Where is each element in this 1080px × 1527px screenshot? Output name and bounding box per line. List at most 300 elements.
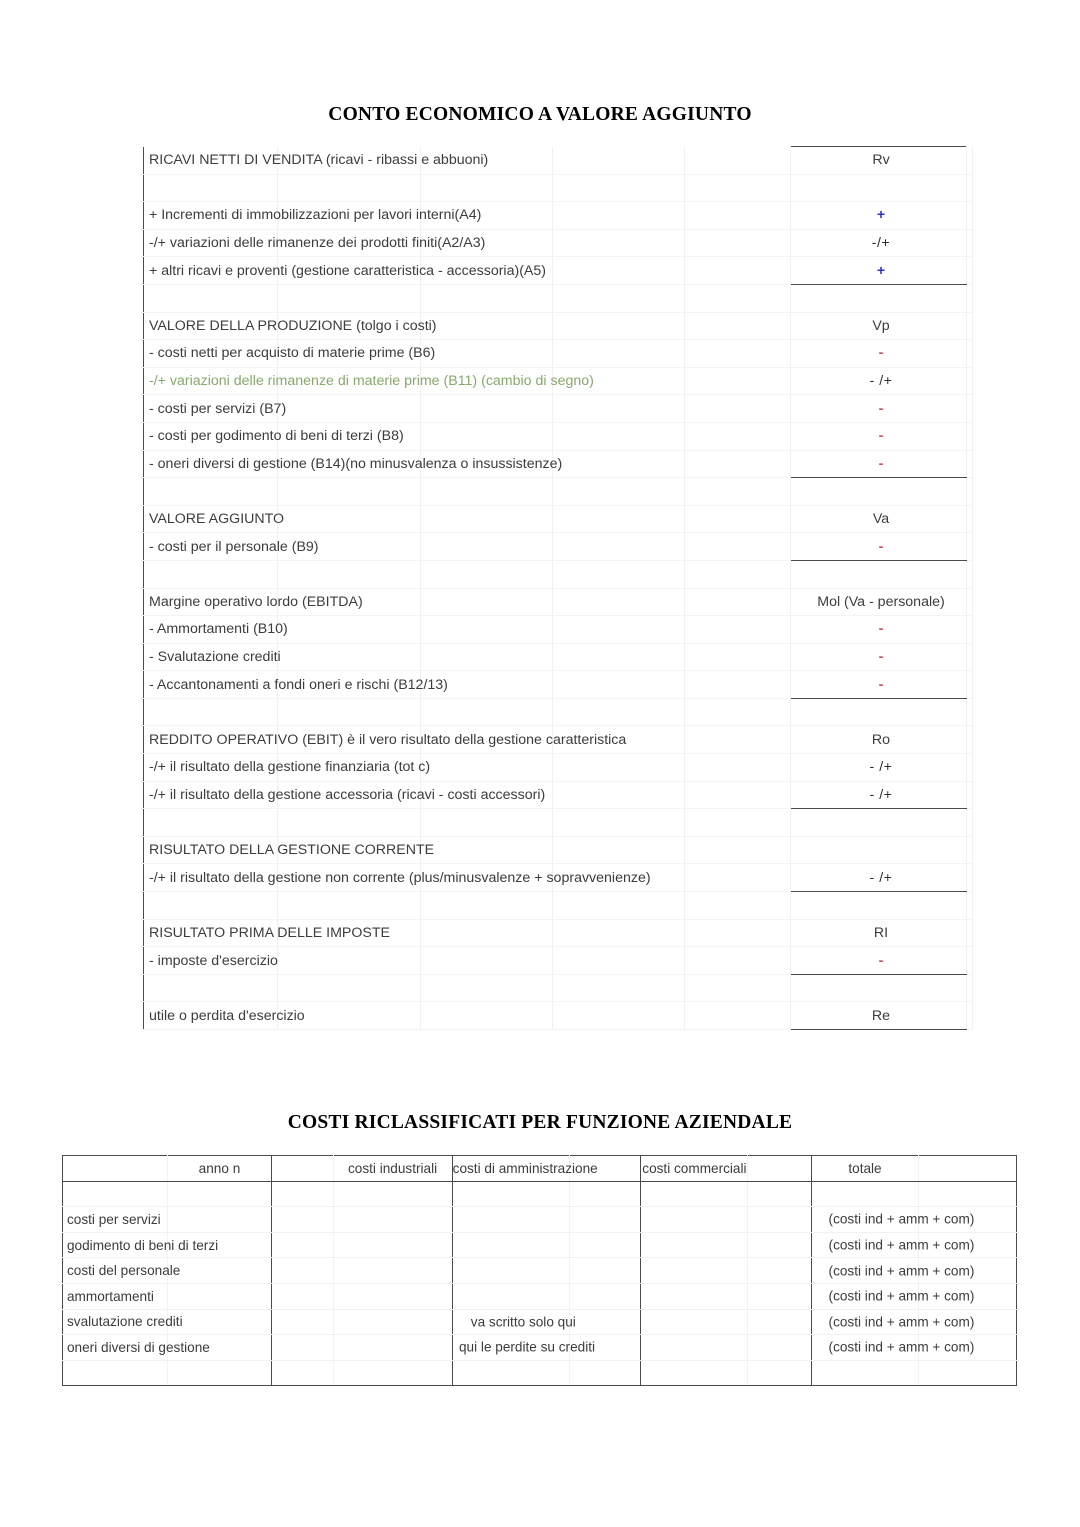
cell-amministrazione-pad (569, 1181, 641, 1207)
cell-industriali (333, 1181, 452, 1207)
value-column-right-edge (967, 202, 973, 230)
row-value-cell (791, 340, 967, 368)
grid-cell-3 (553, 781, 685, 809)
cell-totale-pad (919, 1181, 1017, 1207)
cell-commerciali-pad (748, 1283, 812, 1309)
row-value-cell (791, 533, 967, 561)
cell-industriali (333, 1309, 452, 1335)
value-column-right-edge (967, 919, 973, 947)
totale-formula-text: (costi ind + amm + com) (828, 1288, 975, 1304)
grid-cell-4 (685, 1002, 791, 1030)
grid-cell-2 (421, 560, 553, 588)
grid-cell-2 (421, 505, 553, 533)
grid-cell-3 (553, 533, 685, 561)
grid-cell-3 (553, 202, 685, 230)
grid-cell-2 (421, 809, 553, 837)
row-label: - Accantonamenti a fondi oneri e rischi (B12/13) (149, 676, 448, 693)
income-statement-row (144, 919, 973, 947)
cell-row-label (63, 1181, 168, 1207)
cell-anno-n-pad (167, 1283, 271, 1309)
grid-cell-2 (421, 340, 553, 368)
income-statement-row (144, 147, 973, 175)
costi-riclassificati-table-wrapper (62, 1155, 1017, 1386)
grid-cell-1 (278, 643, 421, 671)
grid-cell-3 (553, 754, 685, 782)
income-statement-row (144, 643, 973, 671)
row-label-cell (144, 892, 278, 920)
cell-industriali (333, 1335, 452, 1361)
grid-cell-4 (685, 643, 791, 671)
grid-cell-4 (685, 147, 791, 175)
grid-cell-4 (685, 450, 791, 478)
row-value-cell (791, 809, 967, 837)
row-value-cell (791, 505, 967, 533)
value-column-right-edge (967, 643, 973, 671)
row-value-cell (791, 284, 967, 312)
grid-cell-1 (278, 560, 421, 588)
grid-cell-3 (553, 698, 685, 726)
grid-cell-4 (685, 202, 791, 230)
conto-economico-table (143, 146, 973, 1030)
row-label-cell (144, 616, 288, 644)
cell-row-label (63, 1360, 168, 1386)
grid-cell-2 (421, 836, 553, 864)
row-label-cell (144, 1002, 305, 1030)
row-label-cell (144, 781, 546, 809)
grid-cell-2 (421, 974, 553, 1002)
row-value-cell (791, 478, 967, 506)
cell-commerciali (641, 1283, 748, 1309)
cell-industriali-a (271, 1207, 333, 1233)
cell-commerciali-pad (748, 1181, 812, 1207)
row-label: -/+ il risultato della gestione non corrente (plus/minusvalenze + sopravvenienze) (149, 869, 651, 886)
row-value: - (878, 428, 884, 445)
col-header-totale-b (919, 1156, 1017, 1182)
grid-cell-3 (553, 1002, 685, 1030)
grid-cell-2 (421, 395, 553, 423)
grid-cell-4 (685, 588, 791, 616)
cell-anno-n-pad (167, 1309, 271, 1335)
grid-cell-3 (553, 422, 685, 450)
grid-cell-4 (685, 229, 791, 257)
cell-commerciali (641, 1232, 748, 1258)
cell-amministrazione-pad (569, 1232, 641, 1258)
grid-cell-4 (685, 836, 791, 864)
grid-cell-4 (685, 395, 791, 423)
value-column-right-edge (967, 450, 973, 478)
cost-reclass-row (63, 1283, 1017, 1309)
cell-industriali-a (271, 1360, 333, 1386)
row-value-cell (791, 643, 967, 671)
grid-cell-3 (553, 174, 685, 202)
grid-cell-3 (553, 147, 685, 175)
grid-cell-2 (421, 892, 553, 920)
row-label: - imposte d'esercizio (149, 952, 278, 969)
value-column-right-edge (967, 340, 973, 368)
cell-commerciali (641, 1360, 748, 1386)
col-header-anno-n-a (63, 1156, 168, 1182)
row-label-cell (144, 919, 390, 947)
grid-cell-1 (278, 395, 421, 423)
row-value: Ro (871, 731, 891, 748)
row-value: -/+ (871, 235, 891, 252)
row-value-cell (791, 257, 967, 285)
cost-reclass-row (63, 1335, 1017, 1361)
row-value: - (878, 345, 884, 362)
row-label-cell (144, 340, 436, 368)
row-label-cell (144, 754, 431, 782)
grid-cell-4 (685, 947, 791, 975)
grid-cell-3 (553, 643, 685, 671)
row-label-cell (144, 560, 278, 588)
row-value: - (878, 648, 884, 665)
row-value: - (878, 400, 884, 417)
income-statement-row (144, 836, 973, 864)
col-header-anno-n: anno n (167, 1156, 271, 1182)
grid-cell-2 (421, 698, 553, 726)
cell-industriali (333, 1207, 452, 1233)
cell-totale (812, 1309, 975, 1335)
row-value: Vp (872, 317, 890, 334)
cell-anno-n-pad (167, 1258, 271, 1284)
cell-totale (812, 1181, 919, 1207)
grid-cell-1 (278, 616, 421, 644)
grid-cell-3 (553, 671, 685, 699)
grid-cell-2 (421, 616, 553, 644)
grid-cell-2 (421, 174, 553, 202)
row-value: - (878, 621, 884, 638)
row-value-cell (791, 919, 967, 947)
cell-amministrazione (452, 1335, 596, 1361)
grid-cell-3 (553, 340, 685, 368)
col-header-commerciali: costi commerciali (641, 1156, 748, 1182)
cost-reclass-row (63, 1309, 1017, 1335)
row-label-cell (144, 202, 482, 230)
grid-cell-4 (685, 533, 791, 561)
income-statement-row (144, 616, 973, 644)
row-label: - costi per godimento di beni di terzi (B8) (149, 428, 404, 445)
value-column-right-edge (967, 671, 973, 699)
grid-cell-2 (421, 284, 553, 312)
row-value-cell (791, 726, 967, 754)
cell-commerciali (641, 1258, 748, 1284)
row-value-cell (791, 174, 967, 202)
conto-economico-table-wrapper (143, 146, 945, 1030)
col-header-amministrazione: costi di amministrazione (452, 1156, 569, 1182)
row-label: -/+ variazioni delle rimanenze di materie prime (B11) (cambio di segno) (149, 373, 594, 390)
row-value-cell (791, 836, 967, 864)
cell-commerciali-pad (748, 1335, 812, 1361)
grid-cell-3 (553, 892, 685, 920)
cell-industriali-a (271, 1335, 333, 1361)
cost-reclass-row (63, 1207, 1017, 1233)
cost-reclass-row (63, 1181, 1017, 1207)
grid-cell-4 (685, 284, 791, 312)
col-header-industriali: costi industriali (333, 1156, 452, 1182)
grid-cell-3 (553, 395, 685, 423)
cell-amministrazione (452, 1283, 569, 1309)
row-label: - costi per il personale (B9) (149, 538, 319, 555)
row-label-cell (144, 864, 651, 892)
grid-cell-1 (278, 974, 421, 1002)
totale-formula-text: (costi ind + amm + com) (828, 1314, 975, 1330)
row-label: -/+ variazioni delle rimanenze dei prodotti finiti(A2/A3) (149, 235, 486, 252)
row-value: Re (871, 1007, 891, 1024)
grid-cell-1 (278, 698, 421, 726)
cell-commerciali-pad (748, 1360, 812, 1386)
cell-row-label: godimento di beni di terzi (63, 1232, 168, 1258)
row-label: + Incrementi di immobilizzazioni per lavori interni(A4) (149, 207, 482, 224)
value-column-right-edge (967, 1002, 973, 1030)
grid-cell-4 (685, 312, 791, 340)
income-statement-row (144, 947, 973, 975)
income-statement-row (144, 864, 973, 892)
value-column-right-edge (967, 781, 973, 809)
totale-formula-text: (costi ind + amm + com) (828, 1339, 975, 1355)
cell-industriali-a (271, 1283, 333, 1309)
row-value-cell (791, 560, 967, 588)
cell-totale (812, 1258, 975, 1284)
cell-amministrazione (452, 1360, 569, 1386)
grid-cell-2 (421, 643, 553, 671)
value-column-right-edge (967, 533, 973, 561)
row-label-cell (144, 174, 278, 202)
grid-cell-4 (685, 892, 791, 920)
grid-cell-3 (553, 809, 685, 837)
value-column-right-edge (967, 698, 973, 726)
grid-cell-4 (685, 864, 791, 892)
income-statement-row (144, 671, 973, 699)
costi-riclassificati-body (63, 1181, 1017, 1386)
row-label: VALORE AGGIUNTO (149, 511, 285, 528)
row-label-cell (144, 312, 437, 340)
cell-anno-n-pad (167, 1181, 271, 1207)
cost-reclass-row (63, 1232, 1017, 1258)
row-value-cell (791, 781, 967, 809)
row-value-cell (791, 202, 967, 230)
row-value: - (878, 676, 884, 693)
row-value: - (878, 455, 884, 472)
row-label-cell (144, 588, 363, 616)
row-value: - /+ (869, 869, 893, 886)
grid-cell-3 (553, 836, 685, 864)
income-statement-row (144, 698, 973, 726)
income-statement-row (144, 229, 973, 257)
value-column-right-edge (967, 229, 973, 257)
cell-totale-pad (919, 1360, 1017, 1386)
grid-cell-4 (685, 422, 791, 450)
row-label-cell (144, 147, 489, 175)
grid-cell-1 (278, 947, 421, 975)
value-column-right-edge (967, 616, 973, 644)
row-value-cell (791, 229, 967, 257)
row-label-cell (144, 974, 278, 1002)
row-label: - oneri diversi di gestione (B14)(no minusvalenza o insussistenze) (149, 455, 563, 472)
row-value: + (876, 207, 886, 224)
grid-cell-4 (685, 257, 791, 285)
row-value: Rv (872, 152, 890, 169)
row-label-cell (144, 698, 278, 726)
row-value-cell (791, 754, 967, 782)
row-label: - costi per servizi (B7) (149, 400, 287, 417)
cell-industriali (333, 1283, 452, 1309)
value-column-right-edge (967, 257, 973, 285)
grid-cell-3 (553, 974, 685, 1002)
cell-amministrazione (452, 1207, 569, 1233)
grid-cell-4 (685, 698, 791, 726)
cell-industriali (333, 1258, 452, 1284)
row-value-cell (791, 147, 967, 175)
cell-industriali-a (271, 1232, 333, 1258)
grid-cell-3 (553, 919, 685, 947)
cell-amministrazione (452, 1181, 569, 1207)
cell-row-label: costi per servizi (63, 1207, 168, 1233)
grid-cell-3 (553, 312, 685, 340)
cell-row-label: oneri diversi di gestione (63, 1335, 168, 1361)
income-statement-row (144, 174, 973, 202)
cell-amministrazione (452, 1309, 576, 1335)
cell-commerciali-pad (748, 1258, 812, 1284)
income-statement-row (144, 505, 973, 533)
row-value-cell (791, 422, 967, 450)
grid-cell-2 (421, 919, 553, 947)
cell-row-label: costi del personale (63, 1258, 168, 1284)
row-label-cell (144, 643, 281, 671)
totale-formula-text: (costi ind + amm + com) (828, 1237, 975, 1253)
grid-cell-2 (421, 588, 553, 616)
row-value-cell (791, 892, 967, 920)
value-column-right-edge (967, 478, 973, 506)
cell-commerciali-pad (748, 1207, 812, 1233)
value-column-right-edge (967, 947, 973, 975)
row-value: - /+ (869, 786, 893, 803)
row-value: Mol (Va - personale) (817, 593, 945, 610)
income-statement-row (144, 754, 973, 782)
row-value: - (878, 538, 884, 555)
income-statement-row (144, 367, 973, 395)
cost-reclass-row (63, 1258, 1017, 1284)
cell-amministrazione (452, 1232, 569, 1258)
income-statement-row (144, 560, 973, 588)
grid-cell-2 (421, 947, 553, 975)
row-label: - Svalutazione crediti (149, 648, 281, 665)
row-label: Margine operativo lordo (EBITDA) (149, 593, 363, 610)
cell-commerciali-pad (748, 1232, 812, 1258)
cell-anno-n-pad (167, 1360, 271, 1386)
row-label-cell (144, 422, 404, 450)
value-column-right-edge (967, 147, 973, 175)
grid-cell-4 (685, 340, 791, 368)
value-column-right-edge (967, 395, 973, 423)
row-value-cell (791, 395, 967, 423)
row-label-cell (144, 809, 278, 837)
value-column-right-edge (967, 809, 973, 837)
cell-commerciali (641, 1309, 748, 1335)
cell-row-label: ammortamenti (63, 1283, 168, 1309)
row-label-cell (144, 836, 435, 864)
value-column-right-edge (967, 367, 973, 395)
grid-cell-1 (278, 505, 421, 533)
col-header-commerciali-b (748, 1156, 812, 1182)
row-value-cell (791, 367, 967, 395)
grid-cell-3 (553, 616, 685, 644)
grid-cell-1 (278, 174, 421, 202)
cell-totale (812, 1283, 975, 1309)
cell-industriali-a (271, 1181, 333, 1207)
amministrazione-note-text: va scritto solo qui (470, 1314, 576, 1330)
row-label: REDDITO OPERATIVO (EBIT) è il vero risultato della gestione caratteristica (149, 731, 627, 748)
income-statement-row (144, 450, 973, 478)
grid-cell-1 (278, 478, 421, 506)
value-column-right-edge (967, 505, 973, 533)
row-label-cell (144, 284, 278, 312)
grid-cell-4 (685, 478, 791, 506)
row-label: VALORE DELLA PRODUZIONE (tolgo i costi) (149, 317, 437, 334)
value-column-right-edge (967, 422, 973, 450)
income-statement-row (144, 202, 973, 230)
costi-riclassificati-table (62, 1155, 1017, 1386)
grid-cell-4 (685, 919, 791, 947)
cell-anno-n-pad (167, 1207, 271, 1233)
col-header-totale: totale (812, 1156, 919, 1182)
income-statement-row (144, 284, 973, 312)
value-column-right-edge (967, 892, 973, 920)
grid-cell-4 (685, 505, 791, 533)
cell-row-label: svalutazione crediti (63, 1309, 168, 1335)
income-statement-row (144, 395, 973, 423)
cell-industriali (333, 1232, 452, 1258)
row-label-cell (144, 947, 278, 975)
value-column-right-edge (967, 174, 973, 202)
grid-cell-4 (685, 560, 791, 588)
grid-cell-2 (421, 1002, 553, 1030)
value-column-right-edge (967, 560, 973, 588)
row-value-cell (791, 974, 967, 1002)
cell-amministrazione (452, 1258, 569, 1284)
cell-amministrazione-pad (569, 1360, 641, 1386)
row-label: - Ammortamenti (B10) (149, 621, 288, 638)
row-value-cell (791, 864, 967, 892)
grid-cell-2 (421, 478, 553, 506)
row-value-cell (791, 312, 967, 340)
cell-amministrazione-pad (569, 1309, 641, 1335)
grid-cell-2 (421, 312, 553, 340)
row-label: -/+ il risultato della gestione finanziaria (tot c) (149, 759, 431, 776)
page-title-conto-economico: CONTO ECONOMICO A VALORE AGGIUNTO (328, 104, 752, 125)
row-value: - (878, 952, 884, 969)
cost-reclass-row (63, 1360, 1017, 1386)
value-column-right-edge (967, 726, 973, 754)
income-statement-row (144, 781, 973, 809)
cell-amministrazione-pad (569, 1283, 641, 1309)
grid-cell-4 (685, 671, 791, 699)
grid-cell-3 (553, 588, 685, 616)
row-label-cell (144, 671, 448, 699)
cell-commerciali (641, 1181, 748, 1207)
grid-cell-3 (553, 229, 685, 257)
totale-formula-text: (costi ind + amm + com) (828, 1263, 975, 1279)
cell-totale (812, 1360, 919, 1386)
row-label-cell (144, 478, 278, 506)
row-value-cell (791, 450, 967, 478)
row-value: - /+ (869, 373, 893, 390)
table-header-row (63, 1156, 1017, 1182)
income-statement-row (144, 809, 973, 837)
grid-cell-1 (278, 284, 421, 312)
row-label: + altri ricavi e proventi (gestione caratteristica - accessoria)(A5) (149, 262, 547, 279)
grid-cell-3 (553, 560, 685, 588)
row-value-cell (791, 588, 967, 616)
